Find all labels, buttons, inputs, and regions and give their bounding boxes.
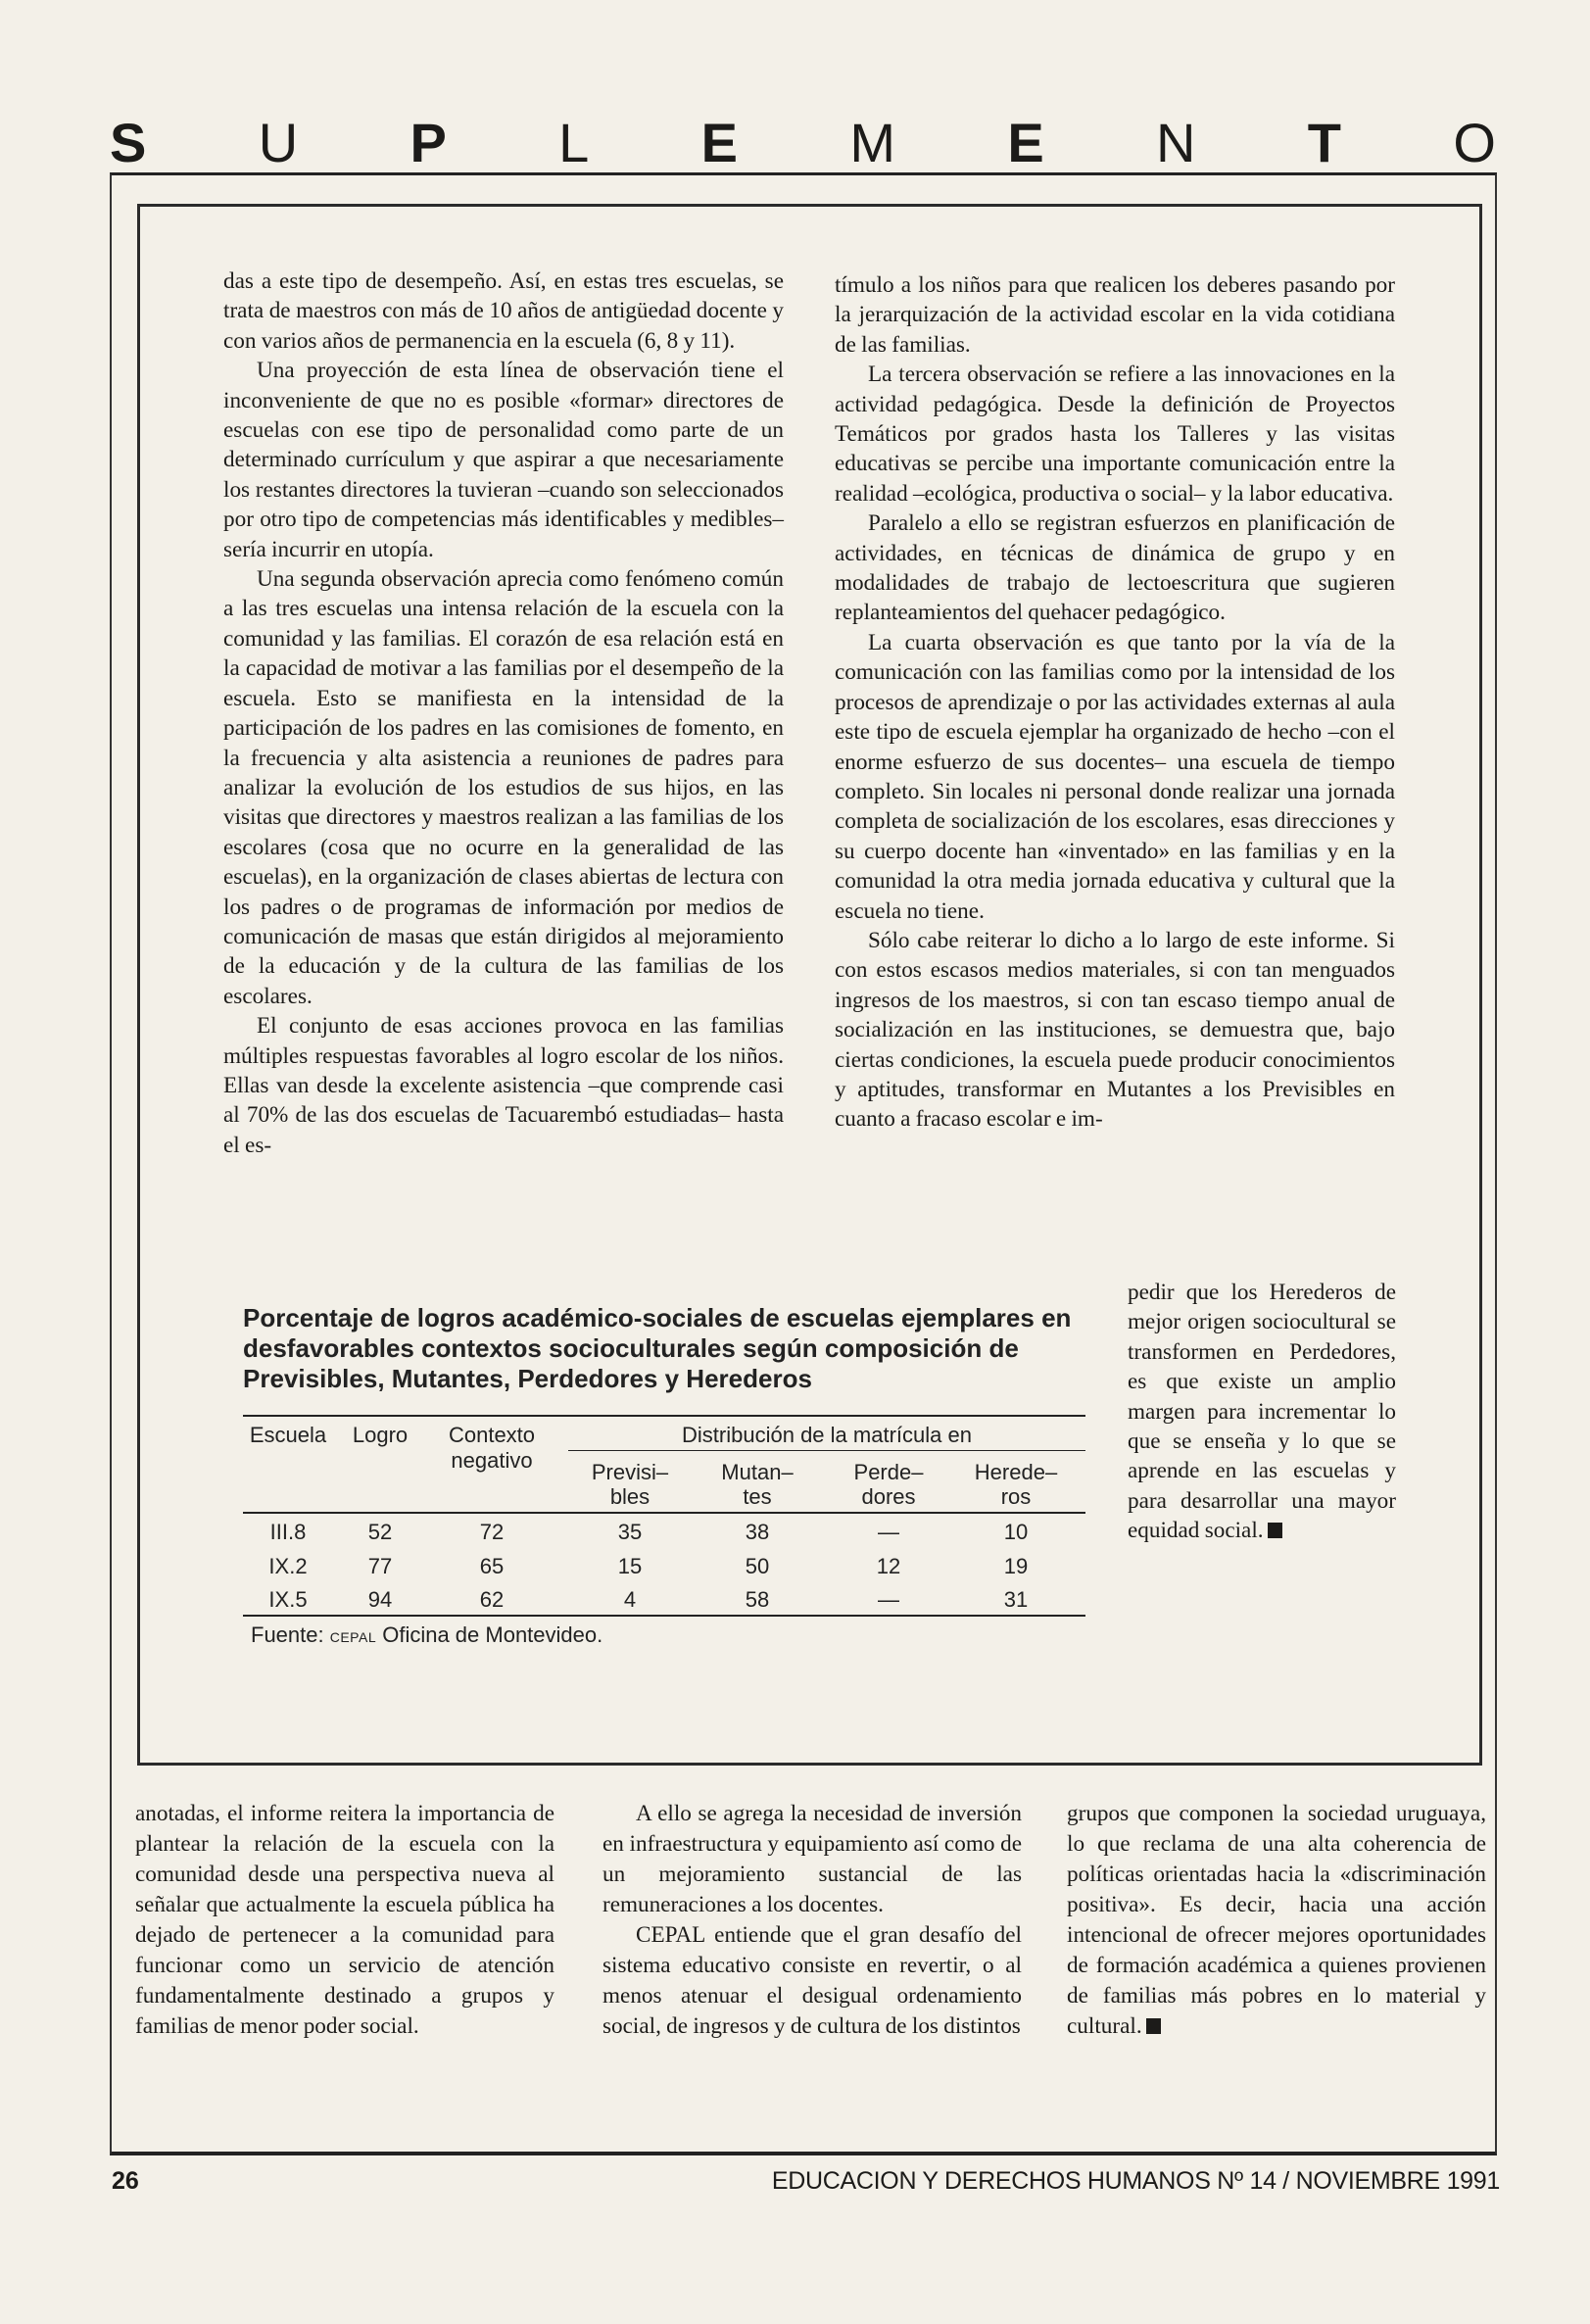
masthead-letter: U — [258, 112, 299, 173]
source-org: CEPAL — [329, 1629, 377, 1645]
cell-escuela: IX.5 — [268, 1587, 308, 1612]
cell-perdedores: — — [878, 1587, 899, 1612]
header-line: ros — [1000, 1484, 1032, 1509]
bottom-column-1 — [135, 1799, 554, 2042]
cell-previsibles: 4 — [623, 1587, 637, 1612]
masthead-letter: N — [1156, 112, 1196, 173]
cell-mutantes: 38 — [745, 1520, 770, 1544]
paragraph: anotadas, el informe reitera la importancia de plantear la relación de la escuela con la comunidad desde una perspectiva nueva al señalar que actualmente la escuela pública ha dejado de pertenecer a la comunidad para funcionar como un servicio de atención fundamentalmente destinado a grupos y familias de menor poder social. — [135, 1801, 554, 2039]
header-escuela: Escuela — [249, 1423, 327, 1447]
paragraph: tímulo a los niños para que realicen los deberes pasando por la jerarquización de la actividad escolar en la vida cotidiana de las familias. — [835, 272, 1395, 358]
cell-contexto: 62 — [479, 1587, 505, 1612]
end-mark-icon — [1268, 1523, 1282, 1538]
paragraph: A ello se agrega la necesidad de inversión en infraestructura y equipamiento así como de un mejoramiento sustancial de las remuneraciones a los docentes. — [602, 1801, 1022, 1917]
masthead — [110, 106, 1496, 172]
masthead-letter: S — [110, 112, 147, 173]
source-rest: Oficina de Montevideo. — [376, 1622, 603, 1647]
cell-mutantes: 58 — [745, 1587, 770, 1612]
end-mark-icon — [1146, 2018, 1161, 2034]
header-mutantes — [703, 1460, 811, 1509]
table-source — [251, 1622, 602, 1650]
article-column-2 — [835, 270, 1395, 1135]
header-line: Mutan– — [721, 1460, 794, 1484]
paragraph: Paralelo a ello se registran esfuerzos en planificación de actividades, en técnicas de dinámica de grupo y en modalidades de trabajo de lectoescritura que sugieren replanteamientos del quehacer pedagógico. — [835, 510, 1395, 626]
cell-herederos: 19 — [1003, 1554, 1029, 1578]
paragraph: Sólo cabe reiterar lo dicho a lo largo de este informe. Si con estos escasos medios materiales, si con tan menguados ingresos de los maestros, si con tan escaso tiempo anual de socialización en las instituciones, se demuestra que, bajo ciertas condiciones, la escuela puede producir conocimientos y aptitudes, transformar en Mutantes a los Previsibles en cuanto a fracaso escolar e im- — [835, 927, 1395, 1133]
cell-escuela: IX.2 — [268, 1554, 308, 1578]
cell-logro: 94 — [367, 1587, 393, 1612]
paragraph: La tercera observación se refiere a las innovaciones en la actividad pedagógica. Desde la definición de Proyectos Temáticos por grados hasta los Talleres y las visitas educativas se percibe una importante comunicación entre la realidad –ecológica, productiva o social– y la labor educativa. — [835, 362, 1395, 507]
bottom-column-3 — [1067, 1799, 1486, 2042]
header-contexto — [437, 1423, 547, 1474]
source-label: Fuente: — [251, 1622, 324, 1647]
paragraph-text: pedir que los Herederos de mejor origen sociocultural se transformen en Perdedores, es que existe un amplio margen para incrementar lo que se enseña y lo que se aprende en las escuelas y para desarrollar una mayor equidad social. — [1128, 1280, 1396, 1544]
cell-escuela: III.8 — [269, 1520, 307, 1544]
header-line: Contexto — [448, 1423, 536, 1447]
paragraph: das a este tipo de desempeño. Así, en estas tres escuelas, se trata de maestros con más de 10 años de antigüedad docente y con varios años de permanencia en la escuela (6, 8 y 11). — [223, 268, 784, 354]
paragraph — [1128, 1278, 1396, 1546]
table-rule — [568, 1450, 1085, 1451]
running-footer: EDUCACION Y DERECHOS HUMANOS Nº 14 / NOVIEMBRE 1991 — [771, 2167, 1500, 2195]
header-line: bles — [609, 1484, 650, 1509]
bottom-column-2 — [602, 1799, 1022, 2042]
paragraph: CEPAL entiende que el gran desafío del sistema educativo consiste en revertir, o al menos atenuar el desigual ordenamiento social, de ingresos y de cultura de los distintos — [602, 1922, 1022, 2039]
masthead-letter: E — [700, 112, 738, 173]
masthead-letter: L — [558, 112, 590, 173]
paragraph: La cuarta observación es que tanto por la vía de la comunicación con las familias como por la intensidad de los procesos de aprendizaje o por las actividades externas al aula este tipo de escuela ejemplar ha organizado de hecho –con el enorme esfuerzo de sus docentes– una escuela de tiempo completo. Sin locales ni personal donde realizar una jornada completa de socialización de los escolares, esas direcciones y su cuerpo docente han «inventado» en las familias y en la comunidad la otra media jornada educativa y cultural que la escuela no tiene. — [835, 629, 1395, 924]
masthead-letter: M — [849, 112, 895, 173]
paragraph — [1067, 1799, 1486, 2042]
cell-herederos: 10 — [1003, 1520, 1029, 1544]
cell-perdedores: 12 — [876, 1554, 901, 1578]
header-line: Herede– — [974, 1460, 1058, 1484]
cell-logro: 77 — [367, 1554, 393, 1578]
cell-contexto: 65 — [479, 1554, 505, 1578]
header-distribucion: Distribución de la matrícula en — [682, 1423, 972, 1447]
header-line: Perde– — [853, 1460, 924, 1484]
cell-previsibles: 15 — [617, 1554, 643, 1578]
article-column-1 — [223, 266, 784, 1160]
header-line: tes — [743, 1484, 772, 1509]
masthead-letter: O — [1453, 112, 1496, 173]
header-logro: Logro — [352, 1423, 409, 1447]
paragraph-text: grupos que componen la sociedad uruguaya, lo que reclama de una alta coherencia de políticas orientadas hacia la «discriminación positiva». Es decir, hacia una acción intencional de ofrecer mejores oportunidades de formación académica a quienes provienen de familias más pobres en lo material y cultural. — [1067, 1801, 1486, 2039]
paragraph: Una proyección de esta línea de observación tiene el inconveniente de que no es posible «formar» directores de escuelas con ese tipo de personalidad como parte de un determinado currículum y que aspirar a que necesariamente los restantes directores la tuvieran –cuando son seleccionados por otro tipo de competencias más identificables y medibles– sería incurrir en utopía. — [223, 358, 784, 562]
table-rule — [243, 1615, 1085, 1617]
table-rule — [243, 1415, 1085, 1417]
table-rule — [243, 1512, 1085, 1514]
paragraph: Una segunda observación aprecia como fenómeno común a las tres escuelas una intensa relación de la escuela con la comunidad y las familias. El corazón de esa relación está en la capacidad de motivar a las familias por el desempeño de la escuela. Esto se manifiesta en la intensidad de la participación de los padres en las comisiones de fomento, en la frecuencia y alta asistencia a reuniones de padres para analizar la evolución de los estudios de sus hijos, en las visitas que directores y maestros realizan a las familias de los escolares (cosa que no ocurre en la generalidad de las escuelas), en la organización de clases abiertas de lectura con los padres o de programas de información por medios de comunicación de masas que están dirigidos al mejoramiento de la educación y de la cultura de las familias de los escolares. — [223, 566, 784, 1009]
header-line: dores — [861, 1484, 916, 1509]
header-herederos — [962, 1460, 1070, 1509]
header-line: negativo — [451, 1448, 533, 1473]
cell-perdedores: — — [878, 1520, 899, 1544]
cell-contexto: 72 — [479, 1520, 505, 1544]
cell-previsibles: 35 — [617, 1520, 643, 1544]
cell-logro: 52 — [367, 1520, 393, 1544]
table-title: Porcentaje de logros académico-sociales de escuelas ejemplares en desfavorables contextos socioculturales según composición de Previsibles, Mutantes, Perdedores y Herederos — [243, 1303, 1072, 1393]
masthead-letter: E — [1007, 112, 1044, 173]
masthead-letter: P — [410, 112, 447, 173]
cell-herederos: 31 — [1003, 1587, 1029, 1612]
cell-mutantes: 50 — [745, 1554, 770, 1578]
header-line: Previsi– — [591, 1460, 669, 1484]
paragraph: El conjunto de esas acciones provoca en las familias múltiples respuestas favorables al logro escolar de los niños. Ellas van desde la excelente asistencia –que comprende casi al 70% de las dos escuelas de Tacuarembó estudiadas– hasta el es- — [223, 1013, 784, 1158]
page-number: 26 — [112, 2167, 139, 2195]
article-column-2-continuation — [1128, 1278, 1396, 1546]
header-perdedores — [835, 1460, 942, 1509]
masthead-letter: T — [1307, 112, 1341, 173]
header-previsibles — [576, 1460, 684, 1509]
